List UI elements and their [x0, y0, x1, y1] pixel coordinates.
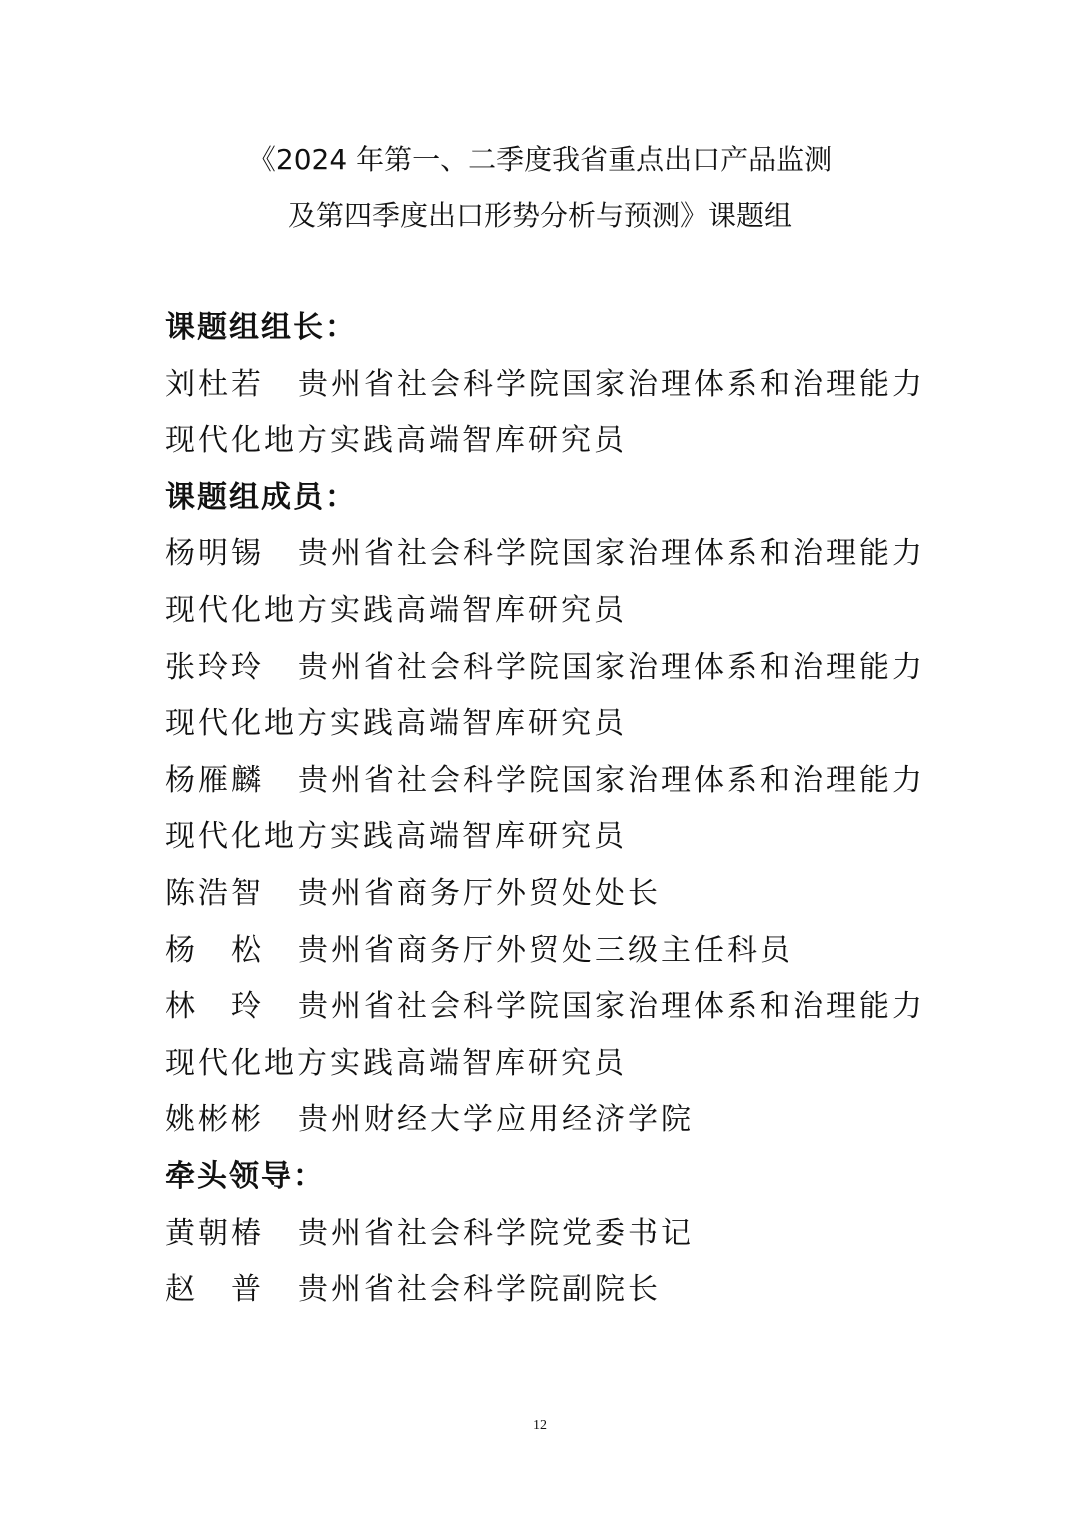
person-name: 杨松 [165, 932, 297, 968]
person-affiliation: 贵州省社会科学院国家治理体系和治理能力 [298, 989, 925, 1025]
person-affiliation: 贵州省社会科学院国家治理体系和治理能力 [298, 649, 925, 685]
member-entry [165, 979, 925, 1036]
person-affiliation: 贵州省社会科学院国家治理体系和治理能力 [298, 762, 925, 798]
member-entry [165, 923, 925, 980]
member-entry [165, 753, 925, 810]
member-affiliation-cont: 现代化地方实践高端智库研究员 [165, 706, 627, 742]
member-entry [165, 866, 925, 923]
members-heading: 课题组成员： [165, 479, 357, 515]
person-affiliation: 贵州省社会科学院党委书记 [298, 1215, 694, 1251]
member-affiliation-cont: 现代化地方实践高端智库研究员 [165, 592, 627, 628]
person-affiliation: 贵州省社会科学院副院长 [298, 1272, 661, 1308]
person-name: 张玲玲 [165, 649, 264, 685]
member-entry [165, 526, 925, 583]
person-affiliation: 贵州省社会科学院国家治理体系和治理能力 [298, 536, 925, 572]
person-name: 刘杜若 [165, 366, 264, 402]
person-affiliation: 贵州财经大学应用经济学院 [298, 1102, 694, 1138]
person-name: 赵普 [165, 1272, 297, 1308]
member-affiliation-cont: 现代化地方实践高端智库研究员 [165, 819, 627, 855]
member-entry [165, 640, 925, 697]
leader-entry [165, 357, 925, 414]
person-affiliation: 贵州省社会科学院国家治理体系和治理能力 [298, 366, 925, 402]
page-number: 12 [533, 1418, 547, 1433]
leader-heading: 课题组组长： [165, 310, 357, 345]
person-name: 杨雁麟 [165, 762, 264, 798]
member-affiliation-cont: 现代化地方实践高端智库研究员 [165, 1045, 627, 1081]
heads-heading: 牵头领导： [165, 1158, 325, 1194]
person-name: 林玲 [165, 989, 297, 1025]
person-name: 杨明锡 [165, 536, 264, 572]
person-name: 黄朝椿 [165, 1215, 264, 1251]
leader-affiliation-cont: 现代化地方实践高端智库研究员 [165, 423, 627, 459]
document-body [165, 300, 925, 1319]
person-affiliation: 贵州省商务厅外贸处处长 [298, 875, 661, 911]
person-name: 姚彬彬 [165, 1102, 264, 1138]
document-title-line-2: 及第四季度出口形势分析与预测》课题组 [287, 199, 792, 232]
member-entry [165, 1092, 925, 1149]
head-entry [165, 1262, 925, 1319]
head-entry [165, 1206, 925, 1263]
person-name: 陈浩智 [165, 875, 264, 911]
person-affiliation: 贵州省商务厅外贸处三级主任科员 [298, 932, 793, 968]
document-title-line-1: 《2024 年第一、二季度我省重点出口产品监测 [247, 143, 833, 176]
